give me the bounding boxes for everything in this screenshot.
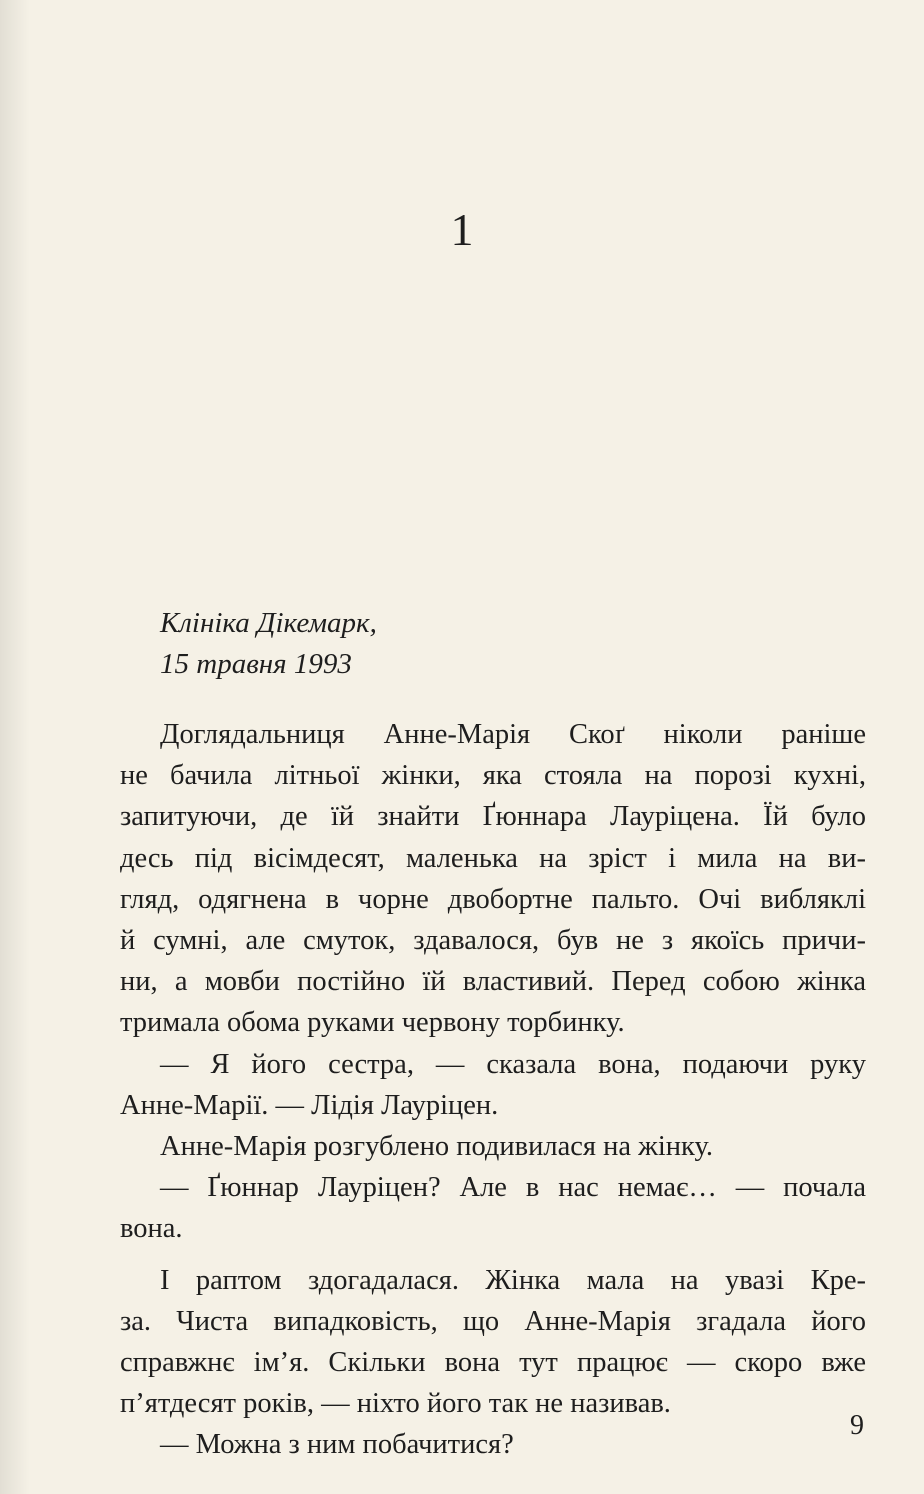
text-line: Анне-Марія розгублено подивилася на жінку.	[160, 1131, 713, 1163]
text-line: запитуючи, де їй знайти Ґюннара Лауріцена. Їй було	[120, 801, 866, 833]
text-line: вона.	[120, 1213, 183, 1245]
text-line: справжнє ім’я. Скільки вона тут працює — скоро вже	[120, 1347, 866, 1379]
text-line: за. Чиста випадковість, що Анне-Марія згадала його	[120, 1305, 866, 1337]
text-line: не бачила літньої жінки, яка стояла на порозі кухні,	[120, 760, 866, 792]
text-line: Анне-Марії. — Лідія Лауріцен.	[120, 1089, 499, 1121]
text-line: ни, а мовби постійно їй властивий. Перед собою жінка	[120, 966, 866, 998]
text-line: десь під вісімдесят, маленька на зріст і мила на ви-	[120, 842, 866, 874]
epigraph-place: Клініка Дікемарк,	[160, 607, 377, 639]
epigraph-date: 15 травня 1993	[160, 648, 352, 680]
page-number: 9	[850, 1410, 864, 1441]
text-line: гляд, одягнена в чорне двобортне пальто. Очі вибляклі	[120, 883, 866, 915]
epigraph	[160, 603, 377, 685]
chapter-number: 1	[450, 204, 474, 255]
text-line: й сумні, але смуток, здавалося, був не з якоїсь причи-	[120, 925, 866, 957]
text-line: — Я його сестра, — сказала вона, подаючи руку	[160, 1048, 866, 1080]
text-line: п’ятдесят років, — ніхто його так не називав.	[120, 1388, 671, 1420]
text-line: І раптом здогадалася. Жінка мала на увазі Кре-	[160, 1264, 866, 1296]
text-line: — Ґюннар Лауріцен? Але в нас немає… — почала	[160, 1172, 866, 1204]
body-text	[120, 714, 866, 1466]
text-line: Доглядальниця Анне-Марія Скоґ ніколи раніше	[160, 719, 866, 750]
text-line: тримала обома руками червону торбинку.	[120, 1007, 625, 1039]
text-line: — Можна з ним побачитися?	[160, 1429, 514, 1461]
